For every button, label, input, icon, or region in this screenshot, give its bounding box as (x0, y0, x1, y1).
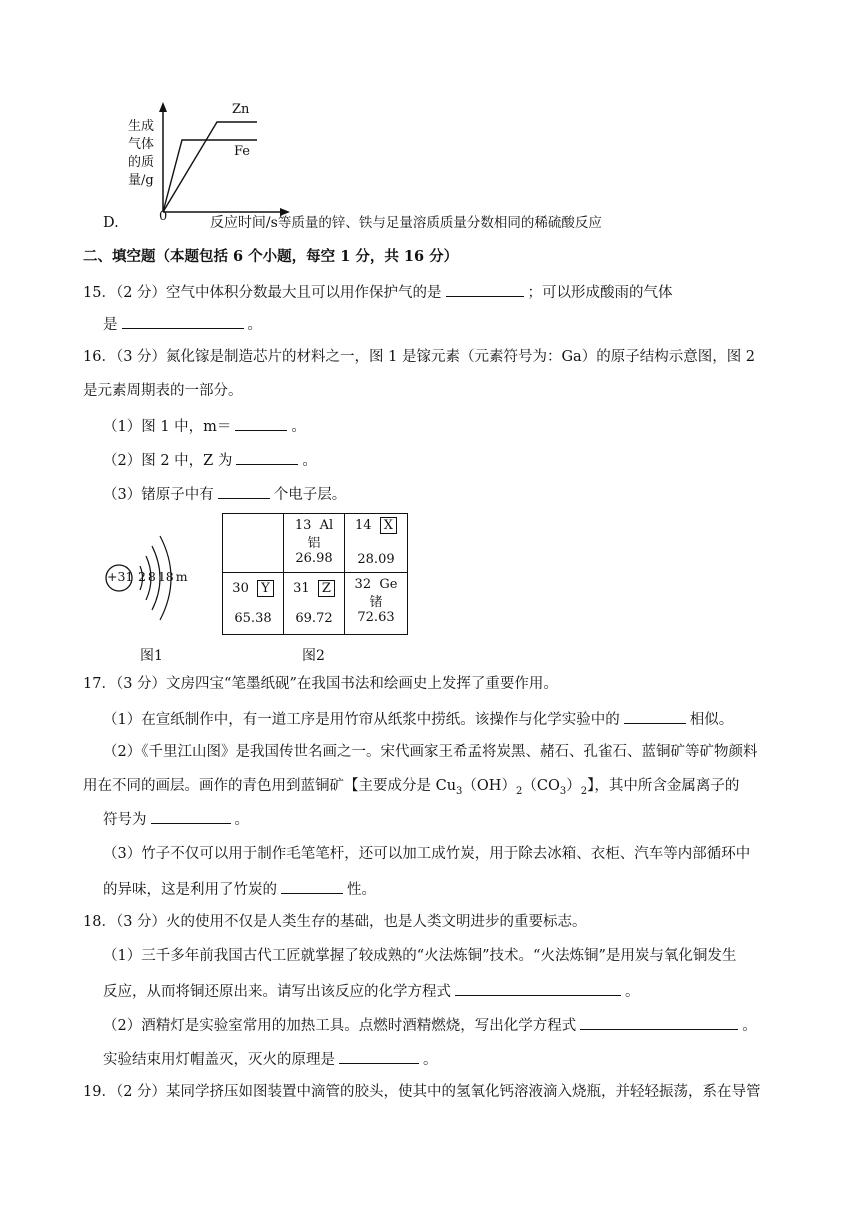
q18-sub1-line1: （1）三千多年前我国古代工匠就掌握了较成熟的“火法炼铜”技术。“火法炼铜”是用炭与氧化铜发生 (103, 948, 737, 964)
q16-sub2-text: （2）图 2 中，Z 为 (103, 453, 233, 469)
option-d-line (103, 214, 778, 232)
q17-blank-2[interactable] (151, 809, 231, 824)
q17-sub1 (103, 709, 778, 729)
series-label-zn: Zn (232, 102, 250, 117)
ylabel-line-1: 生成 (128, 119, 155, 134)
q18-sub1-text: 反应，从而将铜还原出来。请写出该反应的化学方程式 (103, 984, 451, 1000)
ge-number: 32 (354, 577, 372, 592)
q17-formula-e: （CO (522, 778, 560, 794)
q17-sub2-line1: （2）《千里江山图》是我国传世名画之一。宋代画家王希孟将炭黑、赭石、孔雀石、蓝铜矿等矿物颜料 (103, 744, 758, 760)
q18-sub1-end: 。 (625, 984, 640, 1000)
q17-sub3-line1: （3）竹子不仅可以用于制作毛笔笔杆，还可以加工成竹炭，用于除去冰箱、衣柜、汽车等内部循环中 (103, 846, 751, 862)
cell-x (345, 514, 407, 572)
q17-sub2-line3 (103, 809, 778, 829)
figure-2-periodic-table (222, 513, 408, 635)
ylabel-line-3: 的质 (128, 155, 155, 170)
q17-sub2-line2 (83, 777, 778, 801)
option-d-caption: 等质量的锌、铁与足量溶质质量分数相同的稀硫酸反应 (277, 215, 602, 231)
q15-blank-2[interactable] (122, 314, 244, 329)
q16-blank-1[interactable] (235, 416, 287, 431)
q17-sub1-end: 相似。 (689, 712, 734, 728)
series-label-fe: Fe (234, 144, 251, 159)
option-d-label: D. (103, 215, 119, 231)
q18-blank-2[interactable] (580, 1015, 738, 1030)
q18-sub2-end: 。 (742, 1018, 757, 1034)
q18-sub2-text: （2）酒精灯是实验室常用的加热工具。点燃时酒精燃烧，写出化学方程式 (103, 1018, 577, 1034)
z-symbol-box: Z (318, 580, 335, 597)
q17-formula-sub-1: 3 (456, 785, 463, 797)
q17-blank-3[interactable] (281, 879, 343, 894)
figure-1-atom-structure (100, 528, 210, 628)
q17-sub2-end: 。 (234, 812, 249, 828)
x-symbol-box: X (380, 517, 397, 534)
q15-text-d: 。 (247, 317, 262, 333)
q17-formula-sub-4: 2 (580, 785, 588, 797)
al-name: 铝 (307, 536, 321, 551)
q17-formula-g: ） (566, 778, 581, 794)
q16-sub1 (103, 416, 778, 436)
q17-sub3-line2 (103, 879, 778, 899)
cell-y (223, 573, 283, 633)
y-axis-arrow (159, 102, 167, 112)
q17-formula-c: （OH） (462, 778, 516, 794)
q16-sub2-end: 。 (302, 453, 317, 469)
q17-blank-1[interactable] (624, 709, 686, 724)
q15-text-b: ；可以形成酸雨的气体 (527, 285, 673, 301)
electron-counts: 2 8 18 m (138, 569, 188, 584)
q15-line1 (83, 282, 778, 302)
z-mass: 69.72 (295, 611, 333, 626)
option-d-graph (120, 100, 290, 225)
al-number: 13 (294, 518, 312, 533)
nucleus-charge: +31 (107, 569, 134, 584)
q17-formula-a: 用在不同的画层。画作的青色用到蓝铜矿【主要成分是 Cu (83, 778, 457, 794)
figure-1-caption: 图1 (140, 648, 163, 664)
graph-ylabel (128, 118, 154, 190)
zn-line (163, 122, 257, 212)
ge-symbol: Ge (379, 577, 398, 592)
graph-xlabel: 反应时间/s (209, 215, 278, 231)
al-symbol: Al (319, 518, 334, 533)
section-2-title: 二、填空题（本题包括 6 个小题，每空 1 分，共 16 分） (83, 248, 459, 265)
x-number: 14 (354, 518, 372, 533)
ge-mass: 72.63 (357, 610, 395, 625)
q16-line2: 是元素周期表的一部分。 (83, 383, 243, 399)
graph-origin: 0 (159, 209, 168, 224)
q19-line1: 19．（2 分）某同学挤压如图装置中滴管的胶头，使其中的氢氧化钙溶液滴入烧瓶，并轻轻振荡，系在导管 (83, 1084, 761, 1100)
q15-text-c: 是 (103, 317, 118, 333)
q17-sub2-text: 符号为 (103, 812, 147, 828)
q18-sub2-end-2: 。 (423, 1052, 438, 1068)
ylabel-line-4: 量/g (128, 173, 154, 188)
q17-formula-sub-2: 2 (515, 785, 523, 797)
q18-sub2-line1 (103, 1015, 778, 1035)
q18-blank-3[interactable] (339, 1049, 419, 1064)
y-number: 30 (232, 581, 249, 596)
q18-sub2-line2 (103, 1049, 778, 1069)
q16-sub2 (103, 450, 778, 470)
cell-ge (345, 573, 407, 633)
q16-sub3-end: 个电子层。 (273, 487, 347, 503)
q18-sub2-text-2: 实验结束用灯帽盖灭，灭火的原理是 (103, 1052, 335, 1068)
q15-text-a: 15．（2 分）空气中体积分数最大且可以用作保护气的是 (83, 285, 442, 301)
q18-line1: 18．（3 分）火的使用不仅是人类生存的基础，也是人类文明进步的重要标志。 (83, 914, 587, 930)
cell-z (284, 573, 344, 633)
x-mass: 28.09 (357, 552, 395, 567)
q17-sub1-text: （1）在宣纸制作中，有一道工序是用竹帘从纸浆中捞纸。该操作与化学实验中的 (103, 712, 620, 728)
cell-al (284, 514, 344, 572)
q18-blank-1[interactable] (455, 981, 621, 996)
q16-sub3 (103, 484, 778, 504)
q16-blank-2[interactable] (236, 450, 298, 465)
q17-sub3-end: 性。 (347, 882, 376, 898)
q18-sub1-line2 (103, 981, 778, 1001)
q17-sub3-text: 的异味，这是利用了竹炭的 (103, 882, 277, 898)
y-mass: 65.38 (234, 611, 272, 626)
al-mass: 26.98 (295, 551, 333, 566)
q16-line1: 16．（3 分）氮化镓是制造芯片的材料之一，图 1 是镓元素（元素符号为：Ga）的原子结构示意图，图 2 (83, 349, 756, 365)
ylabel-line-2: 气体 (128, 137, 155, 152)
q17-formula-i: 】，其中所含金属离子的 (587, 778, 740, 794)
q15-line2 (103, 314, 778, 334)
q16-sub1-end: 。 (291, 419, 306, 435)
q15-blank-1[interactable] (446, 282, 524, 297)
figure-2-caption: 图2 (302, 648, 325, 664)
z-number: 31 (293, 581, 310, 596)
y-symbol-box: Y (257, 580, 274, 597)
q16-blank-3[interactable] (218, 484, 270, 499)
q17-line1: 17．（3 分）文房四宝“笔墨纸砚”在我国书法和绘画史上发挥了重要作用。 (83, 676, 558, 692)
q16-sub3-text: （3）锗原子中有 (103, 487, 214, 503)
ge-name: 锗 (369, 595, 383, 610)
q16-sub1-text: （1）图 1 中，m＝ (103, 419, 232, 435)
q17-formula-sub-3: 3 (559, 785, 567, 797)
